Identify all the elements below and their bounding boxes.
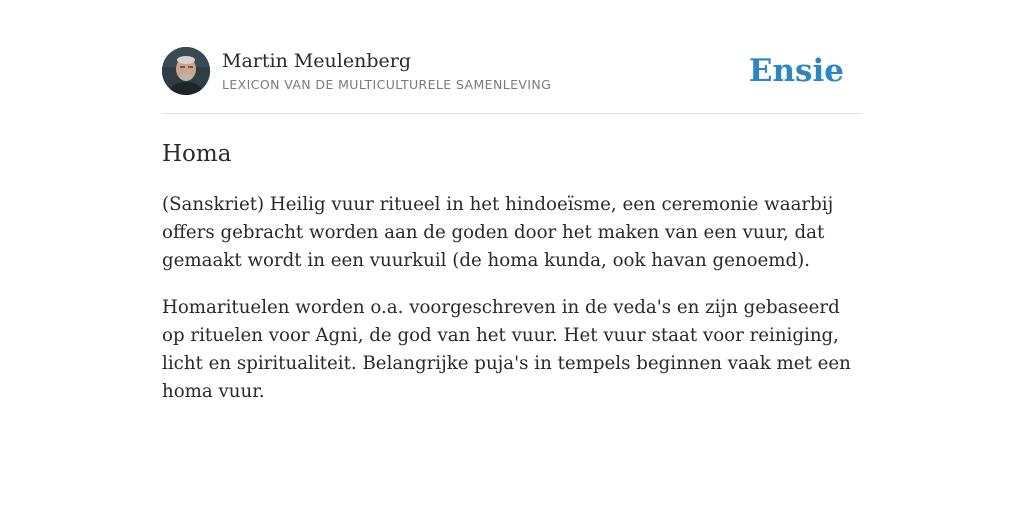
- author-meta: [222, 49, 749, 93]
- avatar-portrait-icon: [162, 47, 210, 95]
- source-name[interactable]: LEXICON VAN DE MULTICULTURELE SAMENLEVING: [222, 77, 552, 92]
- entry-header: [162, 46, 862, 114]
- author-name[interactable]: Martin Meulenberg: [222, 50, 411, 72]
- entry-paragraph-2: Homarituelen worden o.a. voorgeschreven in de veda's en zijn gebaseerd op rituelen voor Agni, de god van het vuur. Het vuur staat voor reiniging, licht en spiritualiteit. Belangrijke puja's in tempels beginnen vaak met een homa vuur.: [162, 297, 851, 402]
- author-avatar[interactable]: [162, 47, 210, 95]
- entry-title: Homa: [162, 141, 232, 167]
- entry-card: [162, 46, 862, 406]
- entry-paragraph-1: (Sanskriet) Heilig vuur ritueel in het hindoeïsme, een ceremonie waarbij offers gebracht worden aan de goden door het maken van een vuur, dat gemaakt wordt in een vuurkuil (de homa kunda, ook havan genoemd).: [162, 194, 834, 271]
- ensie-logo[interactable]: Ensie: [748, 53, 844, 89]
